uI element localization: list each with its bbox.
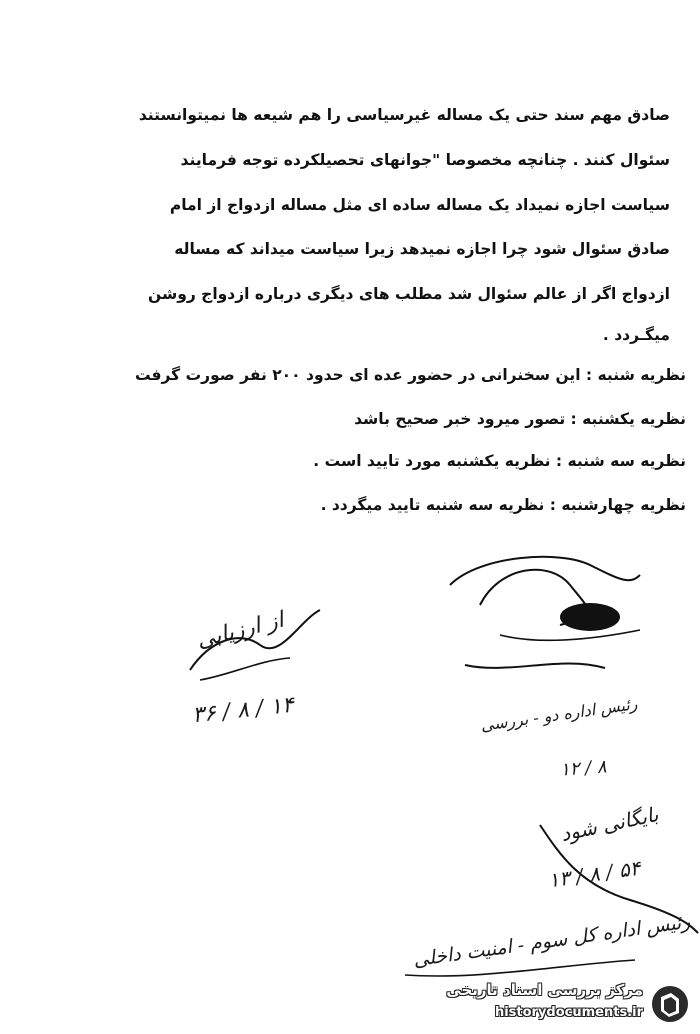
left-handwritten-date: ۱۴ / ۸ / ۳۶	[190, 692, 295, 729]
theory-tuesday: نظریه سه شنبه : نظریه یکشنبه مورد تایید است .	[313, 452, 686, 470]
paragraph-line-4: صادق سئوال شود چرا اجازه نمیدهد زیرا سیاست میداند که مساله	[174, 240, 670, 258]
archive-icon	[649, 983, 691, 1025]
theory-sunday: نظریه یکشنبه : تصور میرود خبر صحیح باشد	[354, 410, 686, 428]
lower-handwritten-date: ۵۴ / ۸ / ۱۳	[546, 855, 642, 893]
paragraph-line-5: ازدواج اگر از عالم سئوال شد مطلب های دیگری درباره ازدواج روشن	[148, 285, 670, 303]
left-signature	[180, 600, 330, 690]
right-handwritten-title: رئیس اداره دو - بررسی	[479, 694, 639, 735]
lower-handwritten-note: بایگانی شود	[558, 801, 661, 847]
right-underline	[460, 650, 610, 680]
paragraph-line-3: سیاست اجازه نمیداد یک مساله ساده ای مثل مساله ازدواج از امام	[169, 196, 670, 214]
paragraph-line-2: سئوال کنند . چنانچه مخصوصا "جوانهای تحصیلکرده توجه فرمایند	[180, 151, 670, 169]
bottom-handwritten-note: رئیس اداره کل سوم - امنیت داخلی	[411, 910, 692, 972]
watermark-logo	[420, 975, 695, 1030]
watermark-url: historydocuments.ir	[494, 1005, 643, 1020]
right-signature	[440, 545, 650, 655]
watermark-title: مرکز بررسی اسناد تاریخی	[446, 981, 643, 999]
paragraph-line-6: میگـردد .	[602, 326, 670, 344]
theory-wednesday: نظریه چهارشنبه : نظریه سه شنبه تایید میگردد .	[320, 496, 686, 514]
right-handwritten-date: ۸ / ۱۲	[559, 756, 608, 781]
left-handwritten-note: از ارزیابی	[194, 607, 287, 654]
paragraph-line-1: صادق مهم سند حتی یک مساله غیرسیاسی را هم شیعه ها نمیتوانستند	[138, 106, 670, 124]
theory-saturday: نظریه شنبه : این سخنرانی در حضور عده ای حدود ۲۰۰ نفر صورت گرفت	[134, 366, 686, 384]
